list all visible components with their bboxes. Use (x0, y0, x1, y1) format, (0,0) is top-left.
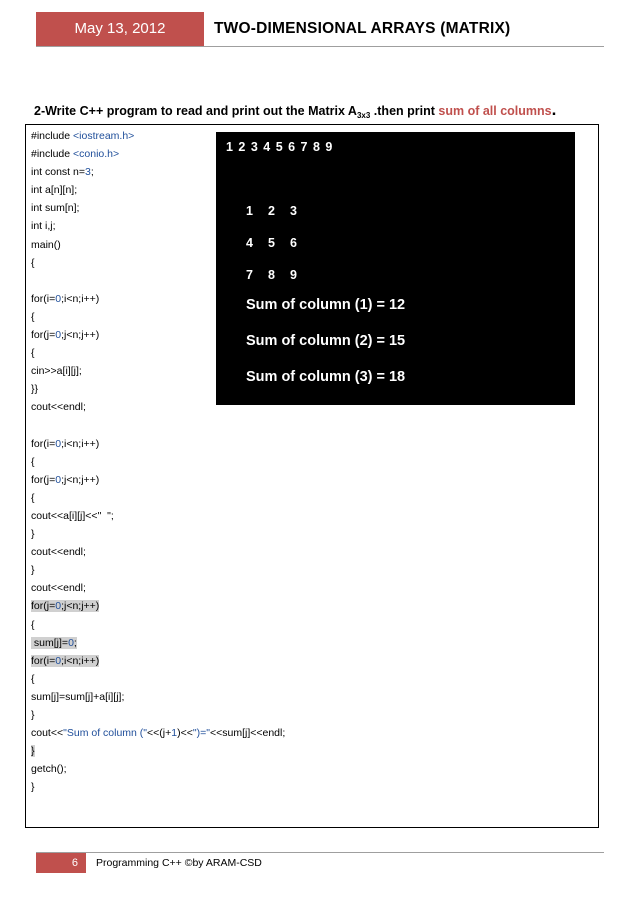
header-date: May 13, 2012 (74, 20, 166, 37)
code-line: { (31, 256, 35, 269)
code-line: cout<<endl; (31, 401, 86, 414)
code-line: cout<<a[i][j]<<" "; (31, 509, 114, 522)
page-number: 6 (71, 857, 78, 869)
code-line: cin>>a[i][j]; (31, 365, 82, 378)
column-sum-line: Sum of column (1) = 12 (246, 297, 406, 313)
code-line: int const n=3; (31, 166, 94, 179)
code-line: } (31, 564, 35, 577)
code-line: for(j=0;j<n;j++) (31, 473, 100, 486)
page-title: TWO-DIMENSIONAL ARRAYS (MATRIX) (214, 20, 511, 37)
code-line: int i,j; (31, 220, 56, 233)
code-line: for(j=0;j<n;j++) (31, 329, 100, 342)
code-line: #include <iostream.h> (31, 130, 135, 142)
footer-text: Programming C++ ©by ARAM-CSD (96, 857, 262, 869)
code-line: for(i=0;i<n;i++) (31, 437, 100, 450)
console-output (216, 132, 575, 405)
code-line: int a[n][n]; (31, 184, 78, 197)
code-line: { (31, 618, 35, 631)
code-line: int sum[n]; (31, 202, 80, 215)
code-line: cout<<endl; (31, 582, 86, 595)
column-sum-line: Sum of column (3) = 18 (246, 369, 406, 385)
header-separator (204, 12, 208, 46)
code-line: sum[j]=0; (31, 636, 77, 649)
footer-separator (86, 853, 89, 873)
code-line: } (31, 528, 35, 541)
code-line: { (31, 491, 35, 504)
question-text (34, 100, 556, 120)
code-line: cout<<endl; (31, 546, 86, 559)
code-line: #include <conio.h> (31, 148, 120, 161)
code-line: } (31, 745, 35, 758)
code-line: main() (31, 238, 61, 251)
question-middle: .then print (370, 104, 439, 118)
code-line: { (31, 310, 35, 323)
question-highlight: sum of all columns (438, 104, 552, 118)
matrix-row: 4 5 6 (246, 236, 297, 250)
question-subscript: 3x3 (356, 111, 371, 120)
code-line: cout<<"Sum of column ("<<(j+1)<<")="<<sum[j]<<endl; (31, 727, 286, 740)
code-line: } (31, 781, 35, 794)
question-prefix: 2-Write C++ program to read and print out the Matrix A (34, 104, 357, 118)
code-line: sum[j]=sum[j]+a[i][j]; (31, 690, 125, 703)
code-line: { (31, 347, 35, 360)
code-line: getch(); (31, 763, 67, 776)
code-line: } (31, 709, 35, 721)
code-line: { (31, 672, 35, 685)
code-line: for(i=0;i<n;i++) (31, 654, 100, 667)
matrix-row: 7 8 9 (246, 268, 297, 282)
question-suffix: . (551, 100, 557, 119)
code-line: { (31, 455, 35, 468)
code-line: for(j=0;j<n;j++) (31, 600, 100, 613)
code-blank-line (31, 417, 361, 435)
console-input-line: 1 2 3 4 5 6 7 8 9 (226, 140, 334, 154)
code-line: }} (31, 383, 39, 396)
matrix-row: 1 2 3 (246, 204, 297, 218)
column-sum-line: Sum of column (2) = 15 (246, 333, 406, 349)
header-rule (36, 46, 604, 47)
code-line: for(i=0;i<n;i++) (31, 292, 100, 305)
